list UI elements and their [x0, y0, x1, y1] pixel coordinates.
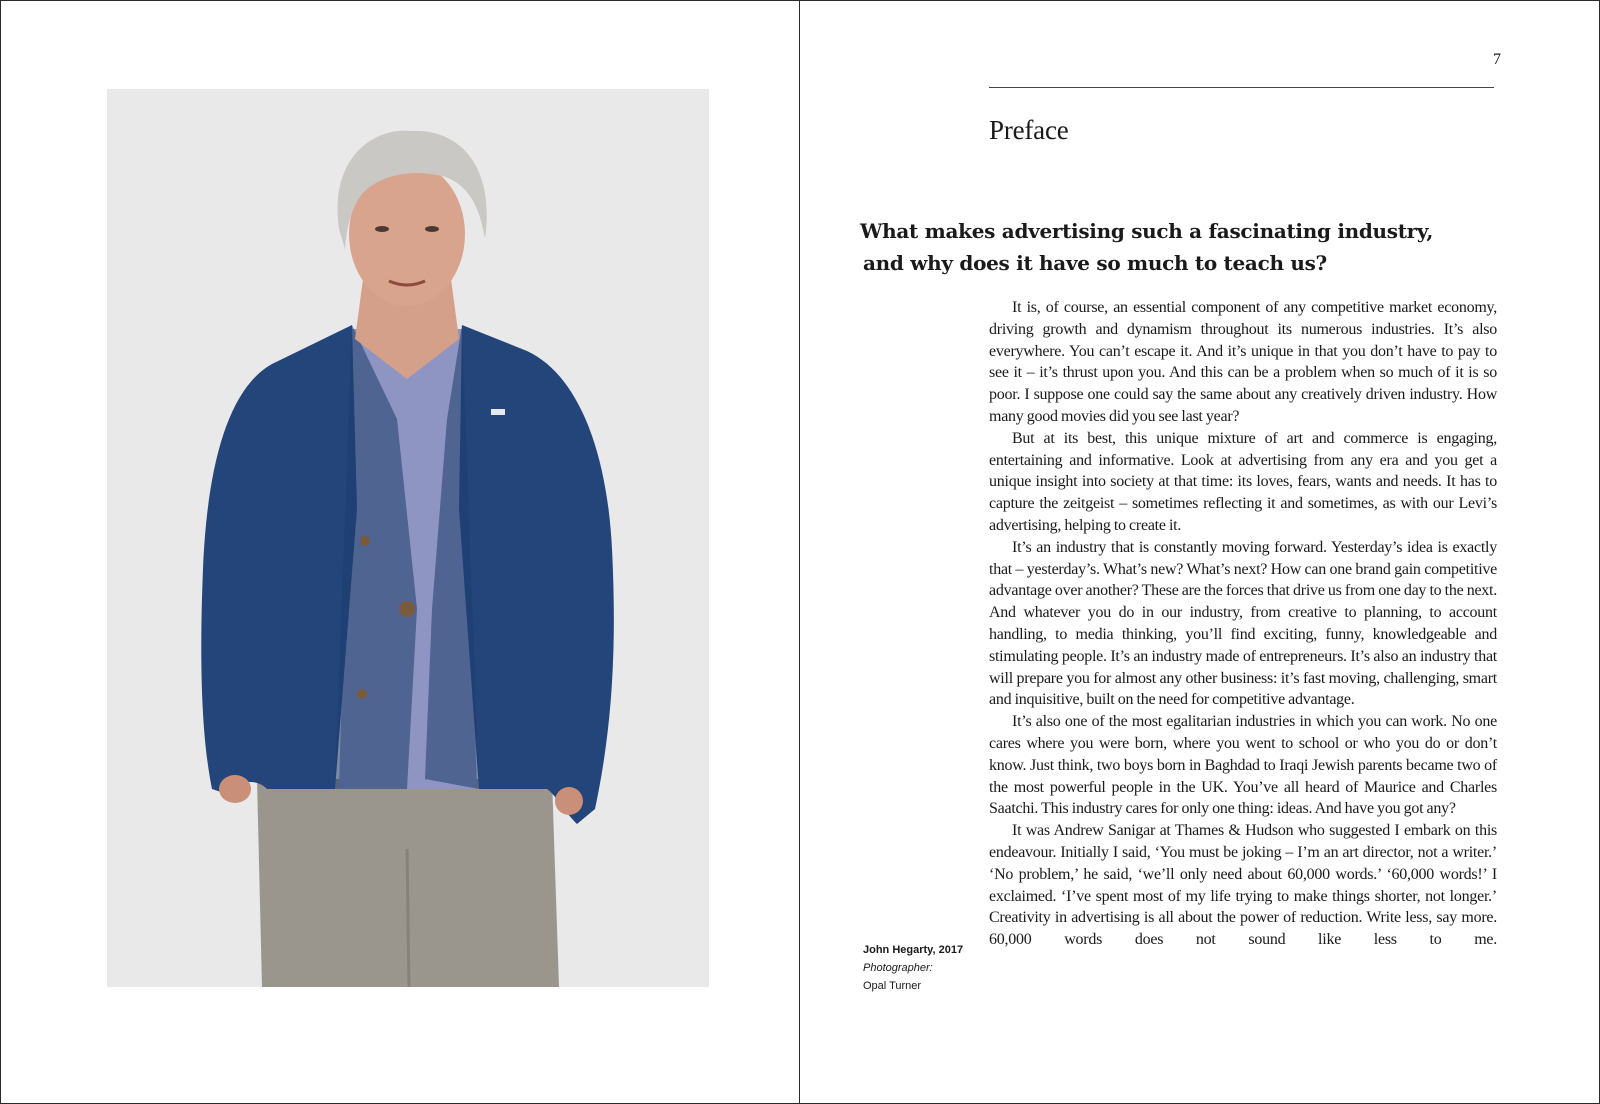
- subtitle: [860, 215, 1460, 279]
- body-text: [989, 297, 1497, 951]
- portrait-photo: [107, 89, 709, 987]
- paragraph: It’s also one of the most egalitarian industries in which you can work. No one cares where you were born, where you went to school or who you do or don’t know. Just think, two boys born in Baghdad to Iraqi Jewish parents became two of the most powerful people in the UK. You’ve all heard of Maurice and Charles Saatchi. This industry cares for only one thing: ideas. And have you got any?: [989, 713, 1497, 818]
- photo-caption: [863, 941, 993, 995]
- caption-role: Photographer:: [863, 962, 933, 974]
- paragraph: It is, of course, an essential component of any competitive market economy, driving growth and dynamism throughout its numerous industries. It’s also everywhere. You can’t escape it. And it’s unique in that you don’t have to pay to see it – it’s thrust upon you. And this can be a problem when so much of it is so poor. I suppose one could say the same about any creatively driven industry. How many good movies did you see last year?: [989, 299, 1497, 425]
- paragraph: It’s an industry that is constantly moving forward. Yesterday’s idea is exactly that – yesterday’s. What’s new? What’s next? How can one brand gain competitive advantage over another? These are the forces that drive us from one day to the next. And whatever you do in our industry, from creative to planning, to account handling, to media thinking, you’ll find exciting, funny, knowledgeable and stimulating people. It’s an industry made of entrepreneurs. It’s also an industry that will prepare you for almost any other business: it’s fast moving, challenging, smart and inquisitive, built on the need for competitive advantage.: [989, 538, 1497, 709]
- caption-photographer: Opal Turner: [863, 980, 922, 992]
- section-title: Preface: [989, 115, 1069, 145]
- header-rule: [989, 87, 1494, 88]
- right-page: [800, 1, 1599, 1103]
- caption-name: John Hegarty, 2017: [863, 944, 964, 956]
- subtitle-line: What makes advertising such a fascinating industry,: [860, 219, 1433, 243]
- left-page: [1, 1, 799, 1103]
- subtitle-line: and why does it have so much to teach us?: [863, 251, 1327, 275]
- paragraph: But at its best, this unique mixture of art and commerce is engaging, entertaining and informative. Look at advertising from any era and you get a unique insight into society at that time: its loves, fears, wants and needs. It has to capture the zeitgeist – sometimes reflecting it and sometimes, as with our Levi’s advertising, helping to create it.: [989, 429, 1497, 534]
- paragraph: It was Andrew Sanigar at Thames & Hudson who suggested I embark on this endeavour. Initially I said, ‘You must be joking – I’m an art director, not a writer.’ ‘No problem,’ he said, ‘we’ll only need about 60,000 words.’ ‘60,000 words!’ I exclaimed. ‘I’ve spent most of my life trying to make things shorter, not longer.’ Creativity in advertising is all about the power of reduction. Write less, say more. 60,000 words does not sound like less to me.: [989, 822, 1497, 949]
- page-number: 7: [1493, 51, 1501, 68]
- portrait-illustration: [107, 89, 709, 987]
